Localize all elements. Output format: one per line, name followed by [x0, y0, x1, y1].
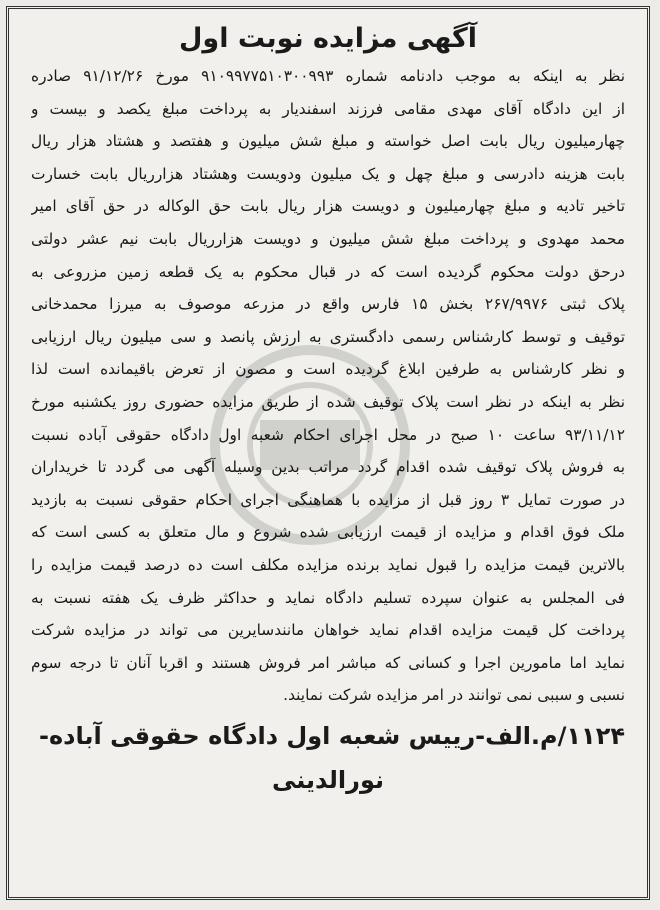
signature-line: ۱۱۲۴/م.الف-رییس شعبه اول دادگاه حقوقی آباده- — [39, 721, 625, 750]
body-line: تاخیر تادیه و مبلغ چهارمیلیون و دویست هزار ریال بابت حق الوکاله در حق آقای امیر — [31, 197, 625, 216]
body-line: ملک فوق اقدام و مزایده از قیمت ارزیابی شده شروع و مال متعلق به کسی است که — [31, 523, 625, 542]
body-line: و نظر کارشناس به طرفین ابلاغ گردیده است و مصون از تعرض باقیمانده است لذا — [31, 360, 625, 379]
body-line: از این دادگاه آقای مهدی مقامی فرزند اسفندیار به پرداخت مبلغ یکصد و بیست و — [31, 99, 625, 118]
body-line: بالاترین قیمت مزایده را قبول نماید برنده مزایده مکلف است ده درصد قیمت مزایده را — [31, 555, 625, 574]
body-line: چهارمیلیون ریال بابت اصل خواسته و مبلغ شش میلیون و هفتصد و هشتاد هزار ریال — [31, 132, 625, 151]
body-line: ۹۳/۱۱/۱۲ ساعت ۱۰ صبح در محل اجرای احکام شعبه اول دادگاه حقوقی آباده نسبت — [31, 425, 625, 444]
body-line: توقیف و توسط کارشناس رسمی دادگستری به ارزش پانصد و سی میلیون ریال ارزیابی — [31, 327, 625, 346]
body-line: درحق دولت محکوم گردیده است که در قبال محکوم به یک قطعه زمین مزروعی به — [31, 262, 625, 281]
notice-title: آگهی مزایده نوبت اول — [179, 23, 477, 54]
notice-body — [31, 60, 625, 712]
body-line: در صورت تمایل ۳ روز قبل از مزایده با هماهنگی اجرای احکام حقوقی نسبت به بازدید — [31, 490, 625, 509]
body-line: نظر به اینکه در نظر است پلاک توقیف شده از طریق مزایده حضوری روز یکشنبه مورخ — [31, 392, 625, 411]
body-line: فی المجلس به عنوان سپرده تسلیم دادگاه نماید و حداکثر ظرف یک هفته نسبت به — [31, 588, 625, 607]
body-line: محمد مهدوی و پرداخت مبلغ شش میلیون و دویست هزارریال بابت نیم عشر دولتی — [31, 229, 625, 248]
body-line: نماید اما مامورین اجرا و کسانی که مباشر امر فروش هستند و اقربا آنان تا درجه سوم — [31, 653, 625, 672]
body-line: بابت هزینه دادرسی و مبلغ چهل و یک میلیون ودویست وهشتاد هزارریال بابت خسارت — [31, 164, 625, 183]
body-line: پرداخت کل قیمت مزایده اقدام نماید خواهان مانندسایرین می تواند در مزایده شرکت — [31, 621, 625, 640]
body-line: پلاک ثبتی ۲۶۷/۹۹۷۶ بخش ۱۵ فارس واقع در مزرعه موصوف به میرزا محمدخانی — [31, 295, 625, 314]
body-line: به فروش پلاک توقیف شده اقدام گردد مراتب بدین وسیله آگهی می گردد تا خریداران — [31, 458, 625, 477]
body-line: نظر به اینکه به موجب دادنامه شماره ۹۱۰۹۹۷۷۵۱۰۳۰۰۹۹۳ مورخ ۹۱/۱۲/۲۶ صادره — [31, 67, 625, 85]
signature-name: نورالدینی — [271, 765, 385, 794]
auction-notice — [6, 6, 650, 900]
body-line: نسبی و سببی نمی توانند در امر مزایده شرکت نمایند. — [283, 686, 625, 705]
